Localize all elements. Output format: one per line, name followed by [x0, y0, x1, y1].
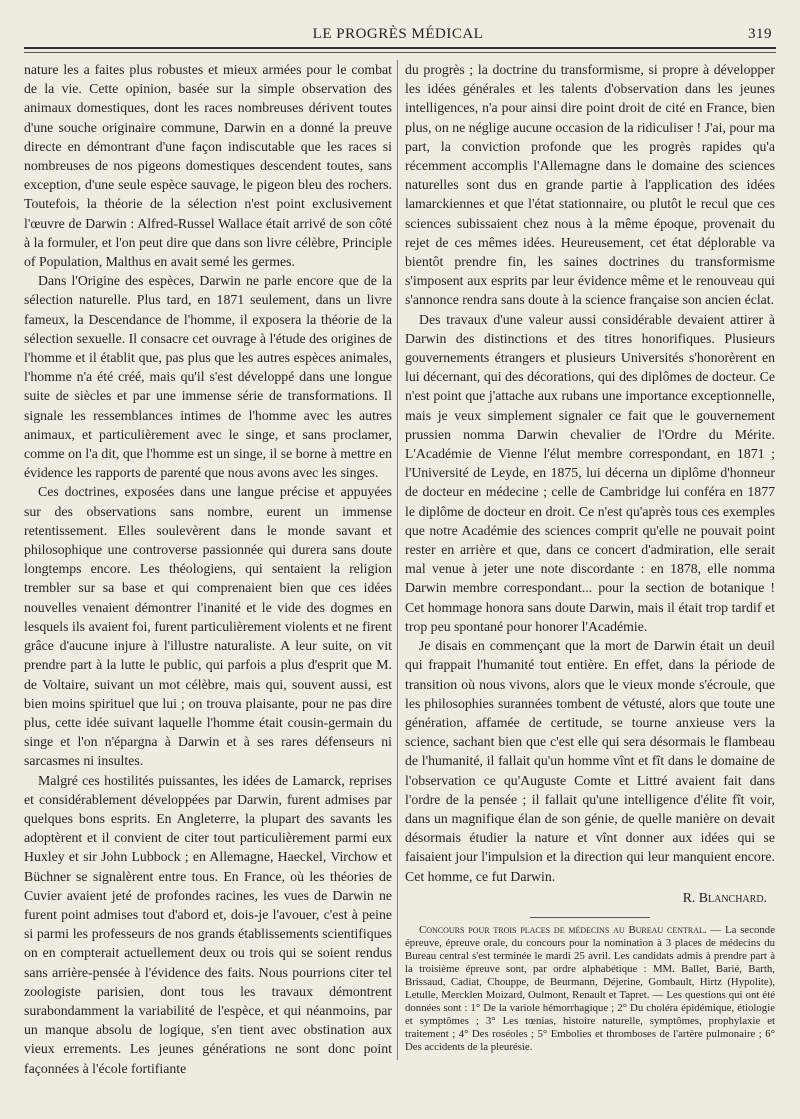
- journal-title: LE PROGRÈS MÉDICAL: [312, 26, 484, 42]
- paragraph: Malgré ces hostilités puissantes, les idées de Lamarck, reprises et considérablement développées par Darwin, furent admises par quelques bons esprits. En Angleterre, la plupart des savants les adoptèrent et il convient de citer tout particulièrement parmi eux Huxley et sir John Lubbock ; en Allemagne, Haeckel, Virchow et Büchner se signalèrent entre tous. En France, où les théories de Cuvier avaient jeté de profondes racines, les vues de Darwin ne furent point admises tout d'abord et, dois-je l'avouer, c'est à peine si parmi les professeurs de nos grands établissements scientifiques on en compterait actuellement deux ou trois qui se soient rendus sans arrière-pensée à l'évidence des faits. Nous pourrions citer tel zoologiste parisien, dont tous les travaux démontrent surabondamment la variabilité de l'espèce, et qui néanmoins, par un manque absolu de logique, s'en tient avec obstination aux vieux errements. Les jeunes générations ne sont donc point façonnées à l'école fortifiante: [24, 772, 392, 1076]
- paragraph: Je disais en commençant que la mort de Darwin était un deuil qui frappait l'humanité tout entière. En effet, dans la période de transition où nous vivons, alors que le vieux monde s'écroule, que les philosophies surannées tombent de vétusté, alors que toute une génération, affamée de certitude, se tourne anxieuse vers la science, sachant bien que c'est elle qui sera désormais le flambeau de l'humanité, il fallait qu'un homme vînt et fît dans le domaine de l'observation ce qu'Auguste Comte et Littré avaient fait dans l'ordre de la pensée ; il fallait qu'une intelligence d'élite fît voir, dans un magnifique élan de son génie, de quelle manière on devait désormais étudier la nature et vînt donner aux idées qui se faisaient jour l'impulsion et la direction qui leur manquient encore. Cet homme, ce fut Darwin.: [405, 638, 775, 884]
- column-separator: [397, 60, 398, 1060]
- page-header: [24, 24, 772, 46]
- right-column: [405, 60, 775, 1054]
- note-heading: Concours pour trois places de médecins au Bureau central.: [419, 923, 707, 936]
- note-separator: [530, 917, 650, 918]
- paragraph: Ces doctrines, exposées dans une langue précise et appuyées sur des observations sans nombre, eurent un immense retentissement. Elles soulevèrent dans le monde savant et philosophique une controverse passionnée qui durera sans doute longtemps encore. Les théologiens, qui sentaient la religion trembler sur sa base et qui comprenaient bien que ces idées nouvelles venaient démontrer l'inanité et le vide des dogmes en lesquels ils avaient foi, furent particulièrement violents et ne firent grâce d'aucune injure à l'illustre naturaliste. A leur suite, on vit prendre part à la lutte le public, qui parfois a plus d'esprit que M. de Voltaire, suivant un mot célèbre, mais qui, souvent aussi, est bien moins spirituel que lui ; on trouva plaisante, pour ne pas dire plus, cette idée suivant laquelle l'homme était cousin-germain du singe et l'on n'épargna à Darwin et à ses rares défenseurs ni sarcasmes ni insultes.: [24, 484, 392, 769]
- note-text: — La seconde épreuve, épreuve orale, du concours pour la nomination à 3 places de médecins du Bureau central s'est terminée le mardi 25 avril. Les candidats admis à prendre part à la troisième épreuve sont, par ordre alphabétique : MM. Ballet, Barié, Barth, Brissaud, Cadiat, Chouppe, de Beurmann, Déjerine, Gombault, Hirtz (Hypolite), Letulle, Mercklen Moizard, Oulmont, Renault et Tapret. — Les questions qui ont été données sont : 1° De la variole hémorrhagique ; 2° Du choléra épidémique, étiologie et symptômes ; 3° Les tœnias, histoire naturelle, symptômes, prophylaxie et traitement ; 4° Des roséoles ; 5° Embolies et thromboses de l'artère pulmonaire ; 6° Des accidents de la pleurésie.: [405, 923, 775, 1053]
- left-column: [24, 60, 392, 1078]
- paragraph: du progrès ; la doctrine du transformisme, si propre à développer les idées générales et les talents d'observation dans les jeunes intelligences, n'a pour ainsi dire point droit de cité en France, bien plus, on ne néglige aucune occasion de la ridiculiser ! J'ai, pour ma part, la conviction profonde que les progrès rapides qu'a récemment accomplis l'Allemagne dans le domaine des sciences naturelles sont dus en grande partie à l'application des idées lamarckiennes et que l'état stationnaire, ou plutôt le recul que ces sciences subissaient chez nous à la même époque, provenait du rejet de ces mêmes idées. Heureusement, cet état déplorable va bientôt prendre fin, les saines doctrines du transformisme s'imposent aux esprits par leur évidence même et le renouveau qui s'annonce rendra sans doute à la science française son ancien éclat.: [405, 62, 775, 308]
- news-note: [405, 924, 775, 1054]
- paragraph: Dans l'Origine des espèces, Darwin ne parle encore que de la sélection naturelle. Plus tard, en 1871 seulement, dans un livre fameux, la Descendance de l'homme, il exposera la théorie de la sélection sexuelle. Il consacre cet ouvrage à l'étude des origines de l'homme et il établit que, pas plus que les autres espèces animales, l'homme n'a été créé, mais qu'il s'est développé dans une longue suite de siècles et par une immense série de transformations. Il signale les ressemblances intimes de l'homme avec les autres animaux, et particulièrement avec le singe, et sans proclamer, comme on l'a dit, que l'homme est un singe, il se borne à mettre en évidence les rapports de parenté que nous avons avec les singes.: [24, 273, 392, 481]
- header-rule-thin: [24, 52, 776, 53]
- paragraph: nature les a faites plus robustes et mieux armées pour le combat de la vie. Cette opinion, basée sur la simple observation des animaux domestiques, dont les races nombreuses dérivent toutes d'une souche originaire commune, Darwin en a donné la preuve directe en démontrant d'une façon indiscutable que les races si nombreuses de nos pigeons domestiques descendent toutes, sans exception, d'une seule espèce sauvage, le pigeon bleu des rochers. Toutefois, la théorie de la sélection n'est point exclusivement l'œuvre de Darwin : Alfred-Russel Wallace était arrivé de son côté à la formuler, et l'on peut dire que dans son livre célèbre, Principle of Population, Malthus en avait semé les germes.: [24, 62, 392, 270]
- page-number: 319: [748, 26, 772, 42]
- author-signature: R. Blanchard.: [682, 889, 767, 905]
- header-rule-thick: [24, 47, 776, 49]
- paragraph: Des travaux d'une valeur aussi considérable devaient attirer à Darwin des distinctions et des titres honorifiques. Plusieurs gouvernements étrangers et plusieurs Universités s'honorèrent en lui décernant, qui des décorations, qui des diplômes de docteur. Ce n'est point que j'attache aux rubans une importance exceptionnelle, mais je veux simplement signaler ce fait que le gouvernement prussien nomma Darwin chevalier de l'Ordre du Mérite. L'Académie de Vienne l'élut membre correspondant, en 1871 ; l'Université de Leyde, en 1875, lui décerna un diplôme d'honneur de docteur en médecine ; celle de Cambridge lui conféra en 1877 le diplôme de docteur en droit. Ce n'est qu'après tous ces exemples que notre Académie des sciences comprit qu'elle ne pouvait point rester en arrière et que, dans ce concert d'admiration, elle serait mal venue à jeter une note discordante : en 1878, elle nomma Darwin membre correspondant... pour la section de botanique ! Cet hommage honora sans doute Darwin, mais il était trop tardif et trop peu spontané pour honorer l'Académie.: [405, 311, 775, 634]
